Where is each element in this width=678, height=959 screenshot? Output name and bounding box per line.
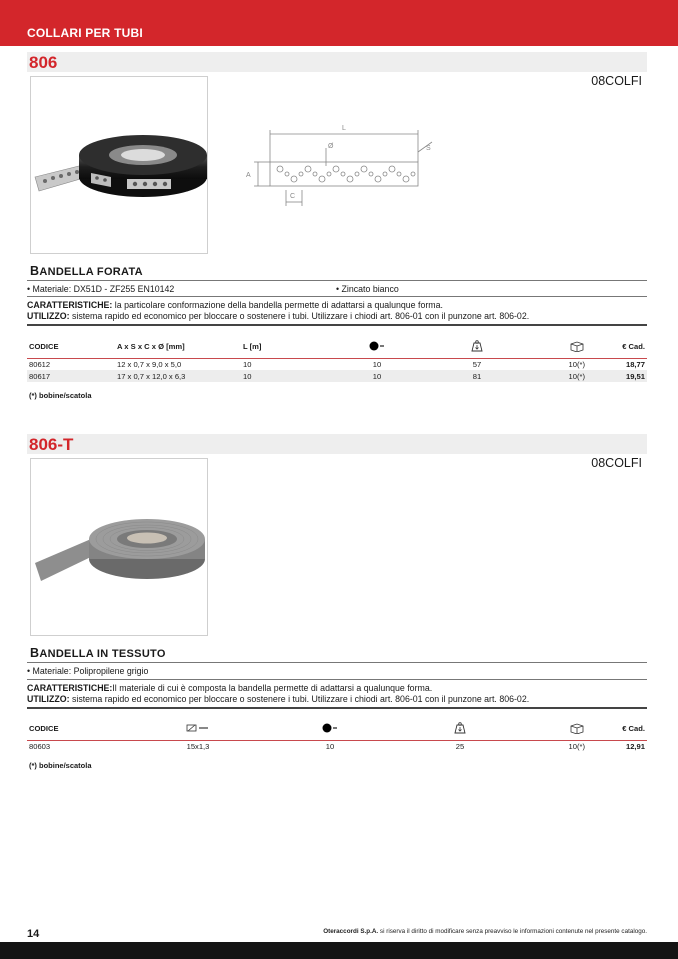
- divider: [27, 707, 647, 709]
- table-row: 80612 12 x 0,7 x 9,0 x 5,0 10 10 57 10(*) 18,77: [29, 359, 645, 369]
- product-header-806: [27, 52, 647, 72]
- header-bar: [0, 0, 678, 46]
- brand-code: 08COLFI: [591, 74, 642, 88]
- footnote: (*) bobine/scatola: [29, 761, 92, 770]
- size-icon: [186, 723, 210, 735]
- table-header-row: [27, 718, 647, 740]
- product-code: 806: [29, 53, 58, 72]
- table-header-row: [27, 336, 647, 358]
- black-disc-icon: [322, 723, 338, 735]
- page-title: COLLARI PER TUBI: [27, 26, 143, 40]
- product-header-806-t: [27, 434, 647, 454]
- footer-bar: [0, 942, 678, 959]
- material-text: • Materiale: DX51D - ZF255 EN10142: [27, 284, 175, 294]
- spec-table-806: [27, 336, 647, 382]
- box-icon: [569, 340, 585, 354]
- dim-label-length: L: [342, 125, 346, 132]
- col-price: € Cad.: [587, 336, 647, 358]
- product-description: CARATTERISTICHE:Il materiale di cui è composta la bandella permette di adattarsi a qualunque forma. UTILIZZO: sistema rapido ed economico per bloccare o sostenere i tubi. Utilizzare i chiodi art. 806-01 con il punzone art. 806-02.: [27, 683, 530, 704]
- divider: [27, 280, 647, 281]
- col-price: € Cad.: [587, 718, 647, 740]
- technical-drawing: [240, 118, 440, 210]
- page-number: 14: [27, 928, 40, 940]
- box-icon: [569, 722, 585, 736]
- dim-label-height: A: [246, 172, 251, 179]
- col-length: L [m]: [241, 336, 327, 358]
- footnote: (*) bobine/scatola: [29, 391, 92, 400]
- footer-disclaimer: Oteraccordi S.p.A. si riserva il diritto di modificare senza preavviso le informazioni contenute nel presente catalogo.: [323, 928, 647, 935]
- col-codice: CODICE: [27, 718, 131, 740]
- product-name: BANDELLA IN TESSUTO: [30, 646, 166, 660]
- spec-table-806-t: [27, 718, 647, 752]
- weight-icon: [470, 340, 484, 354]
- black-disc-icon: [369, 341, 385, 353]
- product-code: 806-T: [29, 435, 74, 454]
- table-row: 80603 15x1,3 10 25 10(*) 12,91: [29, 741, 645, 751]
- divider: [27, 679, 647, 680]
- table-row: 80617 17 x 0,7 x 12,0 x 6,3 10 10 81 10(*) 19,51: [29, 371, 645, 381]
- brand-code: 08COLFI: [591, 456, 642, 470]
- weight-icon: [453, 722, 467, 736]
- product-photo-perforated-strip: [30, 76, 208, 254]
- product-name: BANDELLA FORATA: [30, 264, 143, 278]
- divider: [27, 662, 647, 663]
- product-photo-fabric-strip: [30, 458, 208, 636]
- finish-text: • Zincato bianco: [336, 284, 399, 294]
- col-codice: CODICE: [27, 336, 115, 358]
- dim-label-diameter: Ø: [328, 143, 334, 150]
- dim-label-thickness: S: [426, 145, 431, 152]
- dim-label-spacing: C: [290, 193, 296, 200]
- col-dimensions: A x S x C x Ø [mm]: [115, 336, 241, 358]
- material-text: • Materiale: Polipropilene grigio: [27, 666, 149, 676]
- divider: [27, 296, 647, 297]
- product-description: CARATTERISTICHE: la particolare conformazione della bandella permette di adattarsi a qualunque forma. UTILIZZO: sistema rapido ed economico per bloccare o sostenere i tubi. Utilizzare i chiodi art. 806-01 con il punzone art. 806-02.: [27, 300, 530, 321]
- divider: [27, 324, 647, 326]
